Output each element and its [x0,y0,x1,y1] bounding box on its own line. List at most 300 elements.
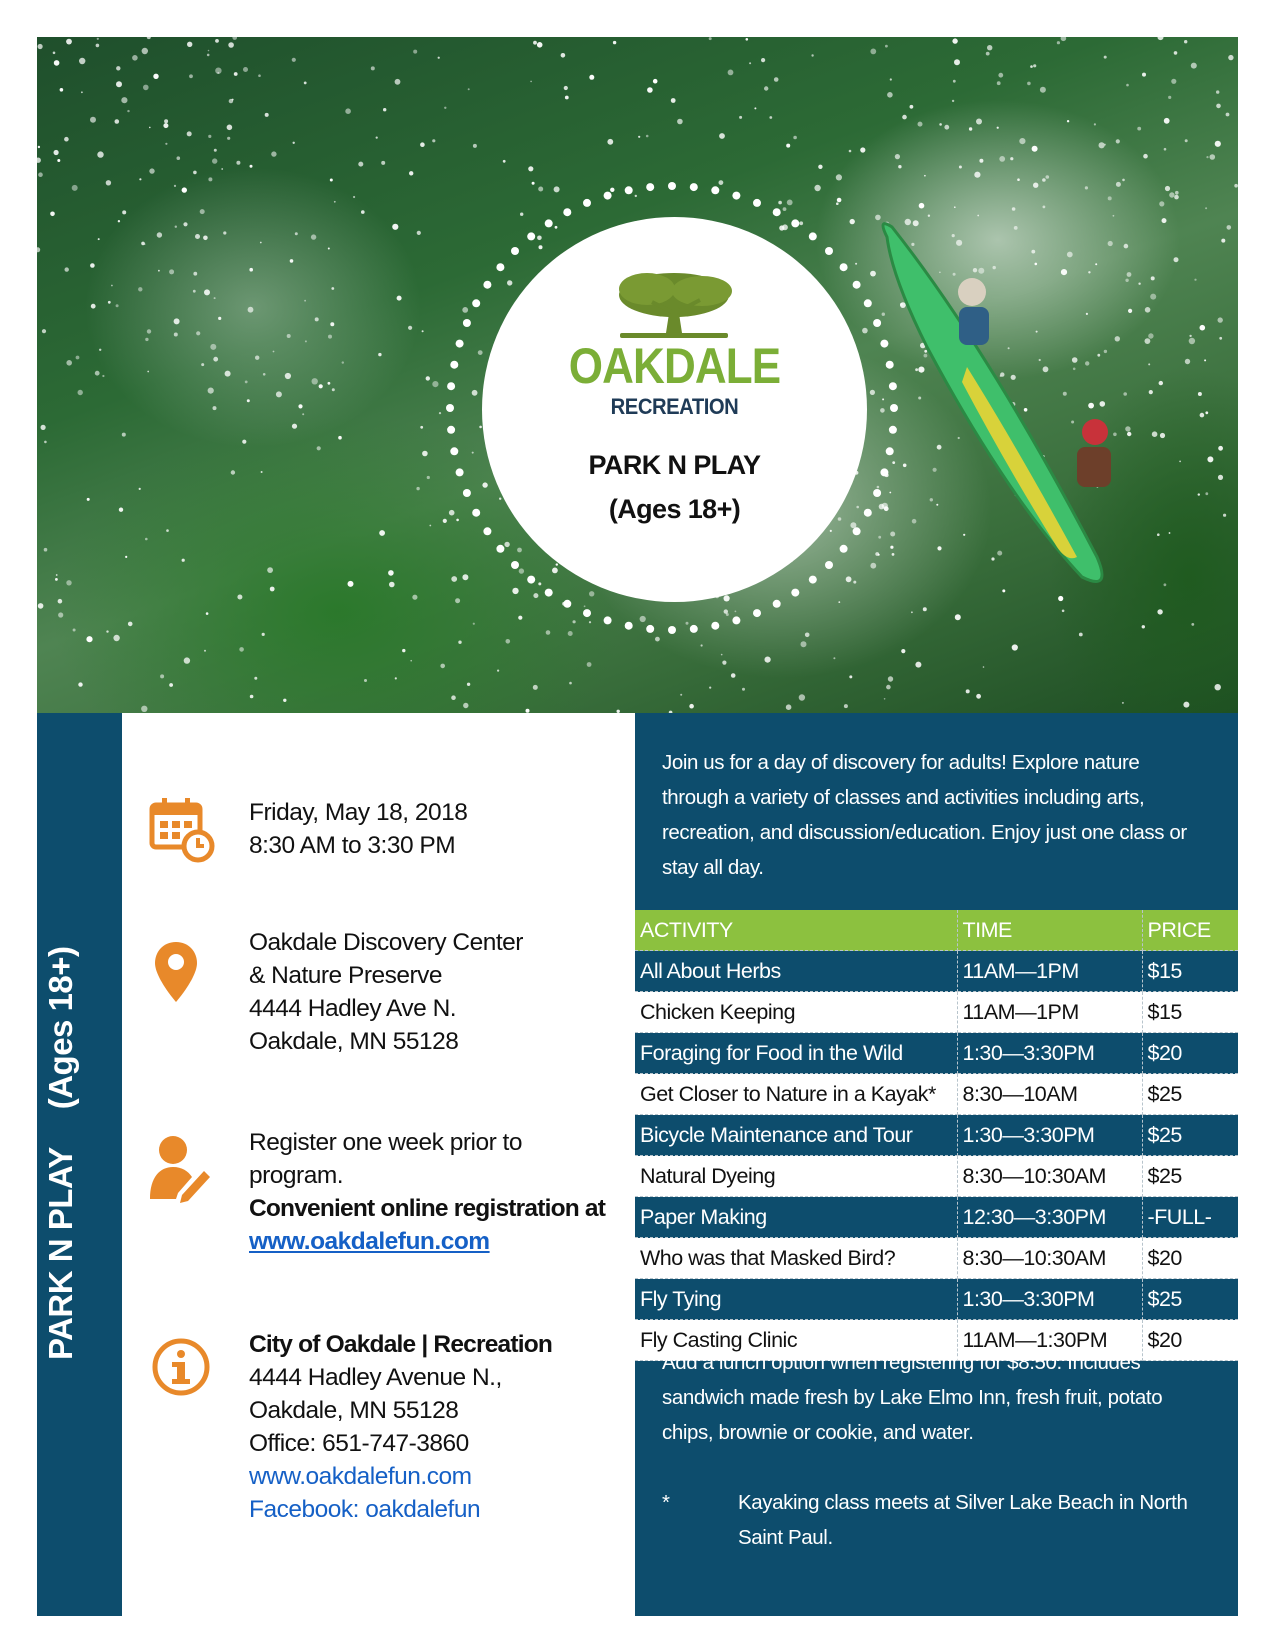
sparkle-dot [139,488,141,490]
ring-dot [690,183,698,191]
sparkle-dot [885,45,888,48]
ring-dot [563,208,571,216]
sparkle-dot [1017,178,1020,181]
activity-cell: Natural Dyeing [635,1156,957,1197]
ring-dot [450,361,458,369]
sparkle-dot [119,508,123,512]
sparkle-dot [72,185,78,191]
lunch-option-text: Add a lunch option when registering for $8.50. Includes sandwich made fresh by Lake Elmo Inn, fresh fruit, potato chips, brownie or cookie, and water. [662,1351,1163,1444]
footnote-text: Kayaking class meets at Silver Lake Beach in North Saint Paul. [738,1491,1188,1549]
ring-dot [773,208,781,216]
sparkle-dot [959,166,962,169]
dotted-ring [437,173,907,643]
sparkle-dot [849,675,852,678]
sparkle-dot [79,58,85,64]
sparkle-dot [287,334,291,338]
sparkle-dot [528,166,533,171]
sparkle-dot [345,108,351,114]
sparkle-dot [153,74,158,79]
sparkle-dot [786,144,790,148]
sparkle-dot [149,168,154,173]
sparkle-dot [247,399,250,402]
sparkle-dot [87,498,90,501]
activity-cell: Get Closer to Nature in a Kayak* [635,1074,957,1115]
sparkle-dot [412,595,417,600]
sparkle-dot [378,353,381,356]
sparkle-dot [1126,84,1129,87]
sparkle-dot [99,349,101,351]
ring-dot [511,247,519,255]
sparkle-dot [290,259,294,263]
sparkle-dot [215,68,221,74]
sparkle-dot [1169,532,1171,534]
registration-link[interactable]: www.oakdalefun.com [249,1228,490,1255]
sparkle-dot [1175,191,1179,195]
sparkle-dot [638,136,640,138]
contact-org: City of Oakdale | Recreation [249,1331,553,1358]
sparkle-dot [328,335,332,339]
sparkle-dot [739,116,742,119]
sparkle-dot [444,107,446,109]
ring-dot [668,182,676,190]
sidebar-title [42,908,80,1360]
sparkle-dot [169,683,173,687]
sparkle-dot [250,165,253,168]
sparkle-dot [292,58,296,62]
hero-photo [37,37,1238,713]
sparkle-dot [653,79,658,84]
sparkle-dot [177,156,181,160]
sparkle-dot [395,79,401,85]
sparkle-dot [731,673,736,678]
ring-dot [545,219,553,227]
ring-dot [446,404,454,412]
sparkle-dot [533,41,537,45]
sparkle-dot [38,44,43,49]
sparkle-dot [57,159,60,162]
sparkle-dot [497,670,499,672]
sparkle-dot [617,710,620,713]
sparkle-dot [1057,41,1060,44]
event-time: 8:30 AM to 3:30 PM [249,832,456,859]
sparkle-dot [530,81,532,83]
header-time: TIME [957,910,1142,951]
sparkle-dot [379,530,385,536]
sparkle-dot [1122,702,1124,704]
sparkle-dot [402,649,405,652]
sparkle-dot [174,185,176,187]
ring-dot [527,576,535,584]
sparkle-dot [1085,186,1088,189]
sparkle-dot [870,49,876,55]
sparkle-dot [132,55,138,61]
ring-dot [527,232,535,240]
sparkle-dot [719,133,725,139]
sparkle-dot [305,340,307,342]
ring-dot [625,622,633,630]
sparkle-dot [749,62,751,64]
contact-website-link[interactable]: www.oakdalefun.com [249,1463,472,1490]
location-line2: & Nature Preserve [249,962,443,989]
sparkle-dot [953,80,956,83]
sparkle-dot [232,99,234,101]
sparkle-dot [319,384,323,388]
sparkle-dot [187,42,192,47]
sparkle-dot [102,375,104,377]
ring-dot [456,340,464,348]
sparkle-dot [392,224,398,230]
sparkle-dot [95,371,100,376]
sparkle-dot [564,86,568,90]
hero-title-line1: PARK N PLAY [588,450,761,480]
sparkle-dot [331,287,334,290]
sparkle-dot [174,333,178,337]
sparkle-dot [1185,359,1190,364]
sparkle-dot [884,698,886,700]
ring-dot [483,281,491,289]
table-row [635,1115,1238,1156]
sparkle-dot [332,388,335,391]
sparkle-dot [976,694,981,699]
sparkle-dot [467,683,470,686]
sparkle-dot [915,662,921,668]
sparkle-dot [245,381,248,384]
sparkle-dot [44,441,47,444]
sparkle-dot [799,694,805,700]
sparkle-dot [122,210,126,214]
activity-cell: Foraging for Food in the Wild [635,1033,957,1074]
sparkle-dot [1040,87,1046,93]
sparkle-dot [966,689,970,693]
sparkle-dot [227,125,233,131]
ring-dot [690,625,698,633]
sparkle-dot [1174,257,1179,262]
sparkle-dot [954,59,960,65]
sparkle-dot [420,426,423,429]
sparkle-dot [533,685,538,690]
sparkle-dot [811,54,813,56]
ring-dot [791,589,799,597]
sparkle-dot [128,622,133,627]
ring-dot [456,468,464,476]
sparkle-dot [1200,325,1206,331]
sparkle-dot [1033,64,1036,67]
sparkle-dot [1122,179,1125,182]
ring-dot [791,219,799,227]
sparkle-dot [258,74,261,77]
sparkle-dot [902,115,907,120]
time-cell: 1:30—3:30PM [957,1115,1142,1156]
sparkle-dot [849,150,852,153]
time-cell: 12:30—3:30PM [957,1197,1142,1238]
sparkle-dot [671,98,676,103]
sparkle-dot [169,269,174,274]
sparkle-dot [429,525,431,527]
sparkle-dot [1198,493,1200,495]
sparkle-dot [330,322,334,326]
sparkle-dot [910,105,914,109]
sparkle-dot [680,694,682,696]
sparkle-dot [1104,56,1107,59]
sparkle-dot [328,248,330,250]
sparkle-dot [999,156,1005,162]
sparkle-dot [1185,139,1188,142]
ring-dot [463,319,471,327]
ring-dot [853,527,861,535]
sparkle-dot [38,603,44,609]
sparkle-dot [587,662,592,667]
sparkle-dot [1184,40,1187,43]
time-cell: 1:30—3:30PM [957,1033,1142,1074]
ring-dot [646,183,654,191]
ring-dot [773,600,781,608]
sparkle-dot [232,37,237,40]
sparkle-dot [561,53,566,58]
sparkle-dot [56,574,58,576]
registration-line3: Convenient online registration at [249,1195,606,1222]
price-cell: $20 [1142,1238,1238,1279]
sparkle-dot [147,329,151,333]
ring-dot [873,489,881,497]
intro-text: Join us for a day of discovery for adults! Explore nature through a variety of classes and activities including arts, recreation, and discussion/education. Enjoy just one class or stay all day. [662,751,1187,879]
sparkle-dot [1158,37,1164,40]
sparkle-dot [234,72,238,76]
sparkle-dot [193,290,196,293]
sparkle-dot [193,171,197,175]
ring-dot [753,609,761,617]
sparkle-dot [208,388,214,394]
sparkle-dot [265,113,269,117]
sparkle-dot [328,382,331,385]
sparkle-dot [1030,65,1033,68]
sparkle-dot [1198,392,1202,396]
sparkle-dot [317,446,321,450]
sparkle-dot [73,629,76,632]
ring-dot [483,527,491,535]
sparkle-dot [422,330,424,332]
ring-dot [668,626,676,634]
sparkle-dot [1210,154,1216,160]
sparkle-dot [886,685,891,690]
sparkle-dot [1227,225,1232,230]
sparkle-dot [165,143,167,145]
sparkle-dot [1067,120,1069,122]
sparkle-dot [537,42,543,48]
sparkle-dot [315,317,319,321]
ring-dot [472,509,480,517]
sparkle-dot [143,85,149,91]
sparkle-dot [236,161,240,165]
registration-line1: Register one week prior to [249,1129,522,1156]
sparkle-dot [890,78,892,80]
sparkle-dot [242,440,246,444]
price-cell: -FULL- [1142,1197,1238,1238]
sparkle-dot [1191,63,1197,69]
sparkle-dot [184,657,190,663]
sparkle-dot [58,612,63,617]
sparkle-dot [721,654,723,656]
sparkle-dot [145,538,148,541]
sparkle-dot [709,687,711,689]
sparkle-dot [237,595,242,600]
sparkle-dot [182,187,187,192]
sparkle-dot [451,695,456,700]
sparkle-dot [395,677,397,679]
sparkle-dot [1223,514,1226,517]
sparkle-dot [426,376,430,380]
sparkle-dot [106,630,108,632]
contact-facebook-link[interactable]: Facebook: oakdalefun [249,1496,481,1523]
sparkle-dot [42,329,46,333]
sparkle-dot [408,326,412,330]
sparkle-dot [90,117,96,123]
sparkle-dot [221,168,223,170]
sparkle-dot [1094,123,1096,125]
ring-dot [825,561,833,569]
sparkle-dot [1218,446,1223,451]
sparkle-dot [1218,317,1223,322]
table-row [635,992,1238,1033]
sparkle-dot [1042,178,1046,182]
sparkle-dot [141,706,147,712]
sparkle-dot [1215,684,1221,690]
sparkle-dot [689,704,694,709]
sparkle-dot [196,331,200,335]
sparkle-dot [389,582,395,588]
sparkle-dot [201,363,204,366]
ring-dot [889,426,897,434]
sparkle-dot [187,131,192,136]
sparkle-dot [203,236,208,241]
sparkle-dot [193,272,197,276]
sparkle-dot [388,570,394,576]
table-row [635,1279,1238,1320]
ring-dot [496,545,504,553]
activity-cell: Fly Tying [635,1279,957,1320]
sparkle-dot [888,676,893,681]
sparkle-dot [270,587,275,592]
sparkle-dot [409,171,413,175]
sparkle-dot [353,196,355,198]
sparkle-dot [979,159,983,163]
ring-dot [447,426,455,434]
ring-dot [825,247,833,255]
sparkle-dot [175,226,177,228]
sparkle-dot [147,371,149,373]
sparkle-dot [416,487,419,490]
sparkle-dot [207,54,210,57]
ring-dot [625,186,633,194]
sparkle-dot [249,268,253,272]
sparkle-dot [1221,239,1225,243]
sparkle-dot [969,127,972,130]
price-cell: $25 [1142,1156,1238,1197]
sparkle-dot [90,263,95,268]
ring-dot [732,192,740,200]
sparkle-dot [1046,175,1050,179]
sparkle-dot [997,81,1001,85]
ring-dot [809,232,817,240]
register-person-icon [148,1133,212,1203]
time-cell: 11AM—1PM [957,992,1142,1033]
brand-name: OAKDALE [568,338,781,394]
ring-dot [889,382,897,390]
sparkle-dot [1104,144,1106,146]
sparkle-dot [924,175,926,177]
sparkle-dot [844,704,848,708]
sparkle-dot [312,378,318,384]
time-cell: 1:30—3:30PM [957,1279,1142,1320]
sparkle-dot [66,39,72,45]
ring-dot [864,299,872,307]
table-row [635,951,1238,992]
sparkle-dot [108,301,111,304]
activity-cell: Fly Casting Clinic [635,1320,957,1361]
sparkle-dot [255,356,259,360]
sparkle-dot [149,127,151,129]
sparkle-dot [215,39,219,43]
sparkle-dot [342,361,344,363]
sparkle-dot [1137,127,1141,131]
table-row [635,1238,1238,1279]
sparkle-dot [1226,113,1230,117]
sparkle-dot [786,704,792,710]
info-icon [151,1337,211,1397]
sparkle-dot [503,160,506,163]
sparkle-dot [939,123,942,126]
activity-cell: Bicycle Maintenance and Tour [635,1115,957,1156]
sparkle-dot [37,247,40,252]
sparkle-dot [86,636,92,642]
sparkle-dot [983,666,985,668]
price-cell: $20 [1142,1033,1238,1074]
sparkle-dot [833,657,835,659]
sparkle-dot [887,92,893,98]
ring-dot [880,468,888,476]
sparkle-dot [1116,182,1121,187]
contact-info [249,1328,619,1526]
sparkle-dot [918,122,923,127]
contact-phone: Office: 651-747-3860 [249,1430,469,1457]
sparkle-dot [208,50,210,52]
sparkle-dot [1216,90,1219,93]
sparkle-dot [116,66,120,70]
contact-address1: 4444 Hadley Avenue N., [249,1364,502,1391]
sparkle-dot [158,270,160,272]
sparkle-dot [722,661,726,665]
sparkle-dot [728,70,734,76]
sparkle-dot [122,433,126,437]
sparkle-dot [260,242,262,244]
sparkle-dot [364,679,367,682]
sparkle-dot [1189,335,1191,337]
price-cell: $25 [1142,1074,1238,1115]
event-date: Friday, May 18, 2018 [249,799,468,826]
sparkle-dot [267,567,273,573]
sparkle-dot [91,304,96,309]
sparkle-dot [818,165,822,169]
sparkle-dot [41,425,46,430]
sparkle-dot [254,677,257,680]
sparkle-dot [976,119,982,125]
sparkle-dot [1174,51,1178,55]
sparkle-dot [78,390,83,395]
sparkle-dot [944,125,949,130]
sparkle-dot [746,38,749,41]
sparkle-dot [427,476,430,479]
sparkle-dot [438,57,440,59]
sparkle-dot [164,119,168,123]
